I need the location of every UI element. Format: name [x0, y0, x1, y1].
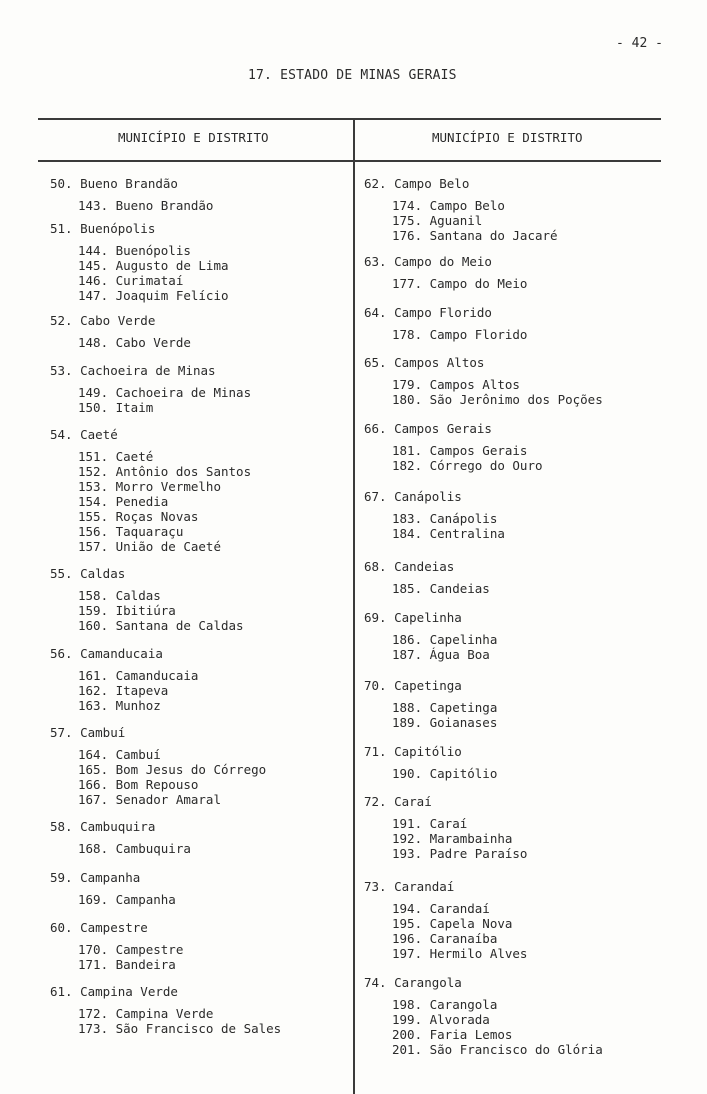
municipality-entry — [364, 421, 603, 473]
district-list — [78, 892, 281, 907]
district-list — [78, 942, 281, 972]
municipality-entry — [364, 305, 603, 342]
district-item: 180. São Jerônimo dos Poções — [392, 392, 603, 407]
municipality-entry — [50, 646, 281, 713]
district-item: 183. Canápolis — [392, 511, 498, 526]
municipality-name: 65. Campos Altos — [364, 355, 485, 370]
municipality-entry — [364, 879, 603, 961]
district-item: 191. Caraí — [392, 816, 468, 831]
municipality-name: 61. Campina Verde — [50, 984, 178, 999]
district-list — [78, 668, 281, 713]
district-item: 159. Ibitiúra — [78, 603, 176, 618]
district-item: 144. Buenópolis — [78, 243, 191, 258]
district-list — [392, 700, 603, 730]
district-item: 162. Itapeva — [78, 683, 169, 698]
municipality-entry — [364, 678, 603, 730]
municipality-entry — [50, 313, 281, 350]
district-list — [78, 385, 281, 415]
municipality-entry — [364, 975, 603, 1057]
district-item: 151. Caeté — [78, 449, 154, 464]
district-list — [392, 511, 603, 541]
district-item: 163. Munhoz — [78, 698, 161, 713]
district-list — [392, 276, 603, 291]
district-item: 172. Campina Verde — [78, 1006, 214, 1021]
district-item: 146. Curimataí — [78, 273, 184, 288]
district-item: 185. Candeias — [392, 581, 490, 596]
district-item: 198. Carangola — [392, 997, 498, 1012]
municipality-entry — [50, 363, 281, 415]
municipality-name: 59. Campanha — [50, 870, 141, 885]
district-list — [78, 243, 281, 303]
municipality-name: 52. Cabo Verde — [50, 313, 156, 328]
district-item: 154. Penedia — [78, 494, 169, 509]
municipality-name: 64. Campo Florido — [364, 305, 492, 320]
district-item: 190. Capitólio — [392, 766, 498, 781]
municipality-entry — [50, 819, 281, 856]
municipality-name: 72. Caraí — [364, 794, 432, 809]
municipality-name: 71. Capitólio — [364, 744, 462, 759]
district-list — [392, 766, 603, 781]
district-item: 197. Hermilo Alves — [392, 946, 528, 961]
district-item: 177. Campo do Meio — [392, 276, 528, 291]
municipality-name: 69. Capelinha — [364, 610, 462, 625]
district-item: 187. Água Boa — [392, 647, 490, 662]
district-list — [78, 198, 281, 213]
district-item: 152. Antônio dos Santos — [78, 464, 252, 479]
district-item: 201. São Francisco do Glória — [392, 1042, 603, 1057]
district-item: 188. Capetinga — [392, 700, 498, 715]
municipality-entry — [50, 870, 281, 907]
district-list — [78, 335, 281, 350]
municipality-name: 58. Cambuquira — [50, 819, 156, 834]
district-item: 195. Capela Nova — [392, 916, 513, 931]
municipality-entry — [364, 489, 603, 541]
left-column-header: MUNICÍPIO E DISTRITO — [118, 130, 269, 145]
municipality-entry — [50, 984, 281, 1036]
district-list — [392, 816, 603, 861]
district-item: 196. Caranaíba — [392, 931, 498, 946]
left-column — [50, 176, 281, 1036]
district-item: 166. Bom Repouso — [78, 777, 199, 792]
district-item: 186. Capelinha — [392, 632, 498, 647]
district-list — [78, 1006, 281, 1036]
municipality-entry — [50, 221, 281, 303]
table-header-rule — [38, 160, 661, 162]
district-item: 165. Bom Jesus do Córrego — [78, 762, 267, 777]
district-item: 171. Bandeira — [78, 957, 176, 972]
district-list — [392, 581, 603, 596]
district-item: 155. Roças Novas — [78, 509, 199, 524]
municipality-name: 55. Caldas — [50, 566, 126, 581]
district-item: 160. Santana de Caldas — [78, 618, 244, 633]
district-list — [392, 901, 603, 961]
district-item: 176. Santana do Jacaré — [392, 228, 558, 243]
district-item: 156. Taquaraçu — [78, 524, 184, 539]
municipality-name: 62. Campo Belo — [364, 176, 470, 191]
district-item: 149. Cachoeira de Minas — [78, 385, 252, 400]
municipality-name: 57. Cambuí — [50, 725, 126, 740]
page-title: 17. ESTADO DE MINAS GERAIS — [248, 68, 457, 83]
district-list — [392, 327, 603, 342]
municipality-name: 63. Campo do Meio — [364, 254, 492, 269]
district-item: 194. Carandaí — [392, 901, 490, 916]
district-item: 143. Bueno Brandão — [78, 198, 214, 213]
municipality-entry — [50, 427, 281, 554]
municipality-name: 60. Campestre — [50, 920, 148, 935]
district-item: 157. União de Caeté — [78, 539, 221, 554]
right-column-header: MUNICÍPIO E DISTRITO — [432, 130, 583, 145]
district-list — [392, 997, 603, 1057]
municipality-entry — [50, 920, 281, 972]
district-item: 174. Campo Belo — [392, 198, 505, 213]
right-column — [364, 176, 603, 1057]
district-list — [78, 841, 281, 856]
table-top-rule — [38, 118, 661, 120]
district-item: 175. Aguanil — [392, 213, 483, 228]
district-item: 148. Cabo Verde — [78, 335, 191, 350]
district-item: 164. Cambuí — [78, 747, 161, 762]
district-item: 161. Camanducaia — [78, 668, 199, 683]
district-item: 170. Campestre — [78, 942, 184, 957]
district-item: 179. Campos Altos — [392, 377, 520, 392]
district-item: 150. Itaim — [78, 400, 154, 415]
municipality-name: 54. Caeté — [50, 427, 118, 442]
district-list — [78, 449, 281, 554]
municipality-entry — [364, 254, 603, 291]
municipality-entry — [50, 725, 281, 807]
district-item: 145. Augusto de Lima — [78, 258, 229, 273]
district-item: 192. Marambainha — [392, 831, 513, 846]
district-item: 178. Campo Florido — [392, 327, 528, 342]
district-list — [392, 198, 603, 243]
municipality-entry — [364, 355, 603, 407]
municipality-name: 51. Buenópolis — [50, 221, 156, 236]
district-item: 181. Campos Gerais — [392, 443, 528, 458]
district-item: 182. Córrego do Ouro — [392, 458, 543, 473]
district-item: 193. Padre Paraíso — [392, 846, 528, 861]
district-item: 189. Goianases — [392, 715, 498, 730]
district-item: 168. Cambuquira — [78, 841, 191, 856]
municipality-name: 56. Camanducaia — [50, 646, 163, 661]
page-number: - 42 - — [616, 36, 663, 51]
municipality-entry — [364, 794, 603, 861]
municipality-name: 73. Carandaí — [364, 879, 455, 894]
municipality-name: 66. Campos Gerais — [364, 421, 492, 436]
district-item: 184. Centralina — [392, 526, 505, 541]
municipality-entry — [50, 566, 281, 633]
district-list — [78, 747, 281, 807]
municipality-entry — [364, 559, 603, 596]
district-item: 199. Alvorada — [392, 1012, 490, 1027]
district-item: 153. Morro Vermelho — [78, 479, 221, 494]
district-item: 147. Joaquim Felício — [78, 288, 229, 303]
municipality-name: 68. Candeias — [364, 559, 455, 574]
district-list — [392, 377, 603, 407]
municipality-entry — [364, 744, 603, 781]
district-list — [392, 632, 603, 662]
municipality-name: 67. Canápolis — [364, 489, 462, 504]
district-item: 158. Caldas — [78, 588, 161, 603]
municipality-name: 53. Cachoeira de Minas — [50, 363, 216, 378]
municipality-name: 50. Bueno Brandão — [50, 176, 178, 191]
district-list — [78, 588, 281, 633]
municipality-name: 70. Capetinga — [364, 678, 462, 693]
district-list — [392, 443, 603, 473]
district-item: 200. Faria Lemos — [392, 1027, 513, 1042]
district-item: 169. Campanha — [78, 892, 176, 907]
district-item: 167. Senador Amaral — [78, 792, 221, 807]
column-divider — [353, 118, 355, 1094]
municipality-name: 74. Carangola — [364, 975, 462, 990]
municipality-entry — [50, 176, 281, 213]
district-item: 173. São Francisco de Sales — [78, 1021, 282, 1036]
municipality-entry — [364, 176, 603, 243]
municipality-entry — [364, 610, 603, 662]
